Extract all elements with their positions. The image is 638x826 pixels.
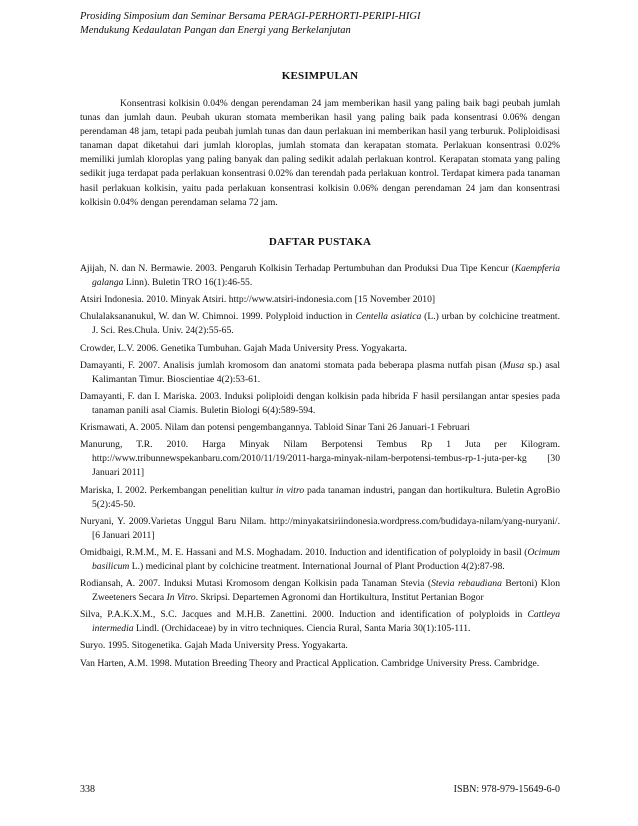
section-heading-kesimpulan: KESIMPULAN	[281, 70, 359, 82]
reference-entry	[80, 310, 560, 338]
reference-text: Rodiansah, A. 2007. Induksi Mutasi Kromosom dengan Kolkisin pada Tanaman Stevia (	[80, 578, 432, 590]
reference-italic-text: Stevia rebaudiana	[431, 578, 502, 590]
reference-text: Nuryani, Y. 2009.Varietas Unggul Baru Nilam. http://minyakatsiriindonesia.wordpress.com/budidaya-nilam/yang-nuryani/. [6 Januari 2011]	[80, 515, 560, 541]
reference-italic-text: in vitro	[276, 484, 305, 496]
running-header-line-2: Mendukung Kedaulatan Pangan dan Energi yang Berkelanjutan	[80, 25, 351, 36]
reference-text: Linn). Buletin TRO 16(1):46-55.	[123, 277, 253, 288]
reference-entry	[80, 657, 560, 671]
reference-entry	[80, 608, 560, 636]
reference-entry	[80, 293, 560, 307]
reference-entry	[80, 577, 560, 605]
reference-text: Ajijah, N. dan N. Bermawie. 2003. Pengaruh Kolkisin Terhadap Pertumbuhan dan Produksi Dua Tipe Kencur (	[80, 263, 515, 274]
reference-text: Damayanti, F. 2007. Analisis jumlah kromosom dan anatomi stomata pada beberapa plasma nutfah pisan (	[80, 359, 503, 371]
reference-entry	[80, 390, 560, 418]
reference-text: Omidbaigi, R.M.M., M. E. Hassani and M.S. Moghadam. 2010. Induction and identification of polyploidy in basil (	[80, 546, 528, 558]
reference-text: Mariska, I. 2002. Perkembangan penelitian kultur	[80, 484, 277, 496]
reference-text: . Skripsi. Departemen Agronomi dan Hortikultura, Institut Pertanian Bogor	[195, 592, 484, 604]
reference-italic-text: Ocimum basilicum	[92, 546, 560, 572]
running-header-line-1: Prosiding Simposium dan Seminar Bersama PERAGI-PERHORTI-PERIPI-HIGI	[80, 11, 421, 22]
reference-italic-text: Musa	[502, 359, 524, 371]
reference-entry	[80, 546, 560, 574]
reference-text: Silva, P.A.K.X.M., S.C. Jacques and M.H.B. Zanettini. 2000. Induction and identification of polyploids in	[80, 609, 528, 621]
reference-entry	[80, 342, 560, 356]
reference-italic-text: Kaempferia galanga	[92, 263, 560, 288]
reference-text: Lindl. (Orchidaceae) by in vitro techniques. Ciencia Rural, Santa Maria 30(1):105-111.	[133, 623, 471, 635]
isbn-label: ISBN: 978-979-15649-6-0	[453, 784, 560, 795]
reference-text: Damayanti, F. dan I. Mariska. 2003. Induksi poliploidi dengan kolkisin pada hibrida F hasil persilangan antar spesies pada tanaman panili asal Ciamis. Buletin Biologi 6(4):589-594.	[80, 390, 560, 416]
reference-text: Krismawati, A. 2005. Nilam dan potensi pengembangannya. Tabloid Sinar Tani 26 Januari-1 Februari	[80, 422, 470, 434]
reference-text: sp.) asal Kalimantan Timur. Bioscientiae 4(2):53-61.	[92, 359, 560, 385]
reference-text: Manurung, T.R. 2010. Harga Minyak Nilam Berpotensi Tembus Rp 1 Juta per Kilogram. http://www.tribunnewspekanbaru.com/2010/11/19/2011-harga-minyak-nilam-berpotensi-tembus-rp-1-juta-per-kg [30 Januari 2011]	[80, 439, 560, 479]
reference-list	[80, 262, 560, 674]
reference-entry	[80, 262, 560, 290]
reference-text: Atsiri Indonesia. 2010. Minyak Atsiri. http://www.atsiri-indonesia.com [15 November 2010]	[80, 294, 436, 306]
kesimpulan-paragraph: Konsentrasi kolkisin 0.04% dengan perendaman 24 jam memberikan hasil yang paling baik bagi peubah jumlah tunas dan jumlah daun. Peubah ukuran stomata memberikan hasil yang paling baik pada konsentrasi 0.06% dengan perendaman 48 jam, tetapi pada peubah jumlah tunas dan daun perlakuan ini memberikan hasil yang terburuk. Poliploidisasi tanaman dapat diketahui dari jumlah kloroplas, jumlah stomata dan kerapatan stomata. Perlakuan konsentrasi 0.02% memiliki jumlah kloroplas yang paling banyak dan paling sedikit adalah perlakuan kontrol. Kerapatan stomata yang paling sedikit juga terdapat pada perlakuan konsentrasi 0.02% dan terendah pada perlakuan kontrol. Terdapat kimera pada tanaman hasil perlakuan kolkisin, yaitu pada perlakuan konsentrasi kolkisin 0.06% dengan perendaman 24 jam dan konsentrasi kolkisin 0.04% dengan perendaman selama 72 jam.	[80, 98, 560, 208]
reference-italic-text: Centella asiatica	[355, 311, 422, 323]
reference-entry	[80, 484, 560, 512]
reference-entry	[80, 438, 560, 480]
reference-entry	[80, 639, 560, 653]
reference-entry	[80, 515, 560, 543]
reference-italic-text: In Vitro	[166, 592, 196, 604]
reference-text: (L.) urban by colchicine treatment. J. Sci. Res.Chula. Univ. 24(2):55-65.	[92, 311, 560, 337]
running-header	[80, 10, 560, 38]
reference-entry	[80, 359, 560, 387]
reference-text: pada tanaman industri, pangan dan hortikultura. Buletin AgroBio 5(2):45-50.	[92, 484, 560, 510]
reference-text: Crowder, L.V. 2006. Genetika Tumbuhan. Gajah Mada University Press. Yogyakarta.	[80, 342, 407, 354]
reference-text: Chulalaksananukul, W. dan W. Chimnoi. 1999. Polyploid induction in	[80, 311, 356, 323]
page-number: 338	[80, 784, 95, 795]
reference-text: Van Harten, A.M. 1998. Mutation Breeding Theory and Practical Application. Cambridge University Press. Cambridge.	[80, 657, 540, 669]
section-heading-daftar-pustaka: DAFTAR PUSTAKA	[268, 236, 372, 248]
reference-text: L.) medicinal plant by colchicine treatment. International Journal of Plant Production 4(2):87-98.	[129, 560, 505, 572]
reference-entry	[80, 421, 560, 435]
reference-text: Bertoni) Klon Zweeteners Secara	[92, 578, 560, 604]
reference-text: Suryo. 1995. Sitogenetika. Gajah Mada University Press. Yogyakarta.	[80, 640, 348, 652]
reference-italic-text: Cattleya intermedia	[92, 609, 560, 635]
